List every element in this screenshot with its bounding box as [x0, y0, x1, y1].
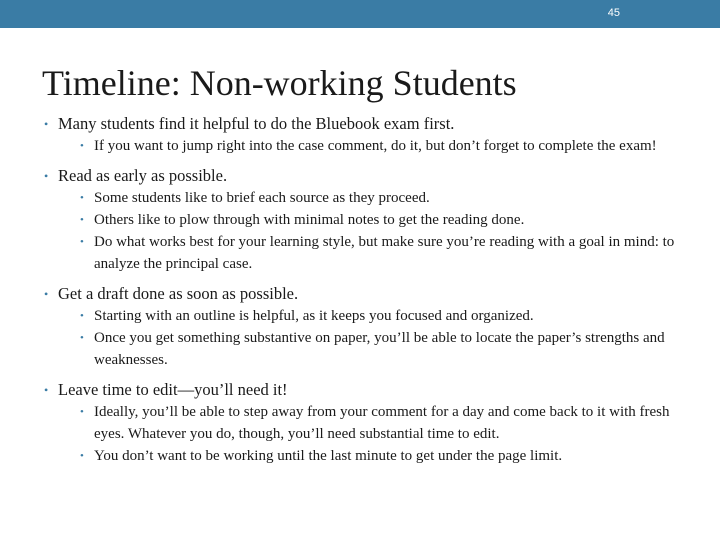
sub-bullet: • You don’t want to be working until the last minute to get under the page limit.: [78, 445, 702, 467]
sub-bullet: • Once you get something substantive on paper, you’ll be able to locate the paper’s strengths and weaknesses.: [78, 327, 702, 371]
bullet-text: Leave time to edit—you’ll need it!: [58, 380, 288, 399]
sub-bullet-list: [58, 187, 702, 275]
bullet-draft-early: [42, 283, 702, 371]
slide-title: Timeline: Non-working Students: [42, 63, 517, 103]
slide-content: [42, 113, 702, 467]
sub-bullet: • Ideally, you’ll be able to step away from your comment for a day and come back to it with fresh eyes. Whatever you do, though, you’ll need substantial time to edit.: [78, 401, 702, 445]
bullet-text: Read as early as possible.: [58, 166, 228, 185]
slide-number: 45: [607, 7, 620, 19]
sub-bullet: • Do what works best for your learning style, but make sure you’re reading with a goal in mind: to analyze the principal case.: [78, 231, 702, 275]
bullet-edit-time: [42, 379, 702, 467]
bullet-bluebook-first: [42, 113, 702, 157]
sub-bullet-list: [58, 135, 702, 157]
sub-bullet: • Some students like to brief each source as they proceed.: [78, 187, 702, 209]
bullet-read-early: [42, 165, 702, 275]
sub-bullet: • Starting with an outline is helpful, as it keeps you focused and organized.: [78, 305, 702, 327]
bullet-text: Get a draft done as soon as possible.: [58, 284, 299, 303]
sub-bullet-list: [58, 401, 702, 467]
header-bar: [0, 0, 720, 28]
bullet-text: Many students find it helpful to do the Bluebook exam first.: [58, 114, 455, 133]
sub-bullet: • Others like to plow through with minimal notes to get the reading done.: [78, 209, 702, 231]
sub-bullet-list: [58, 305, 702, 371]
sub-bullet: • If you want to jump right into the case comment, do it, but don’t forget to complete the exam!: [78, 135, 702, 157]
